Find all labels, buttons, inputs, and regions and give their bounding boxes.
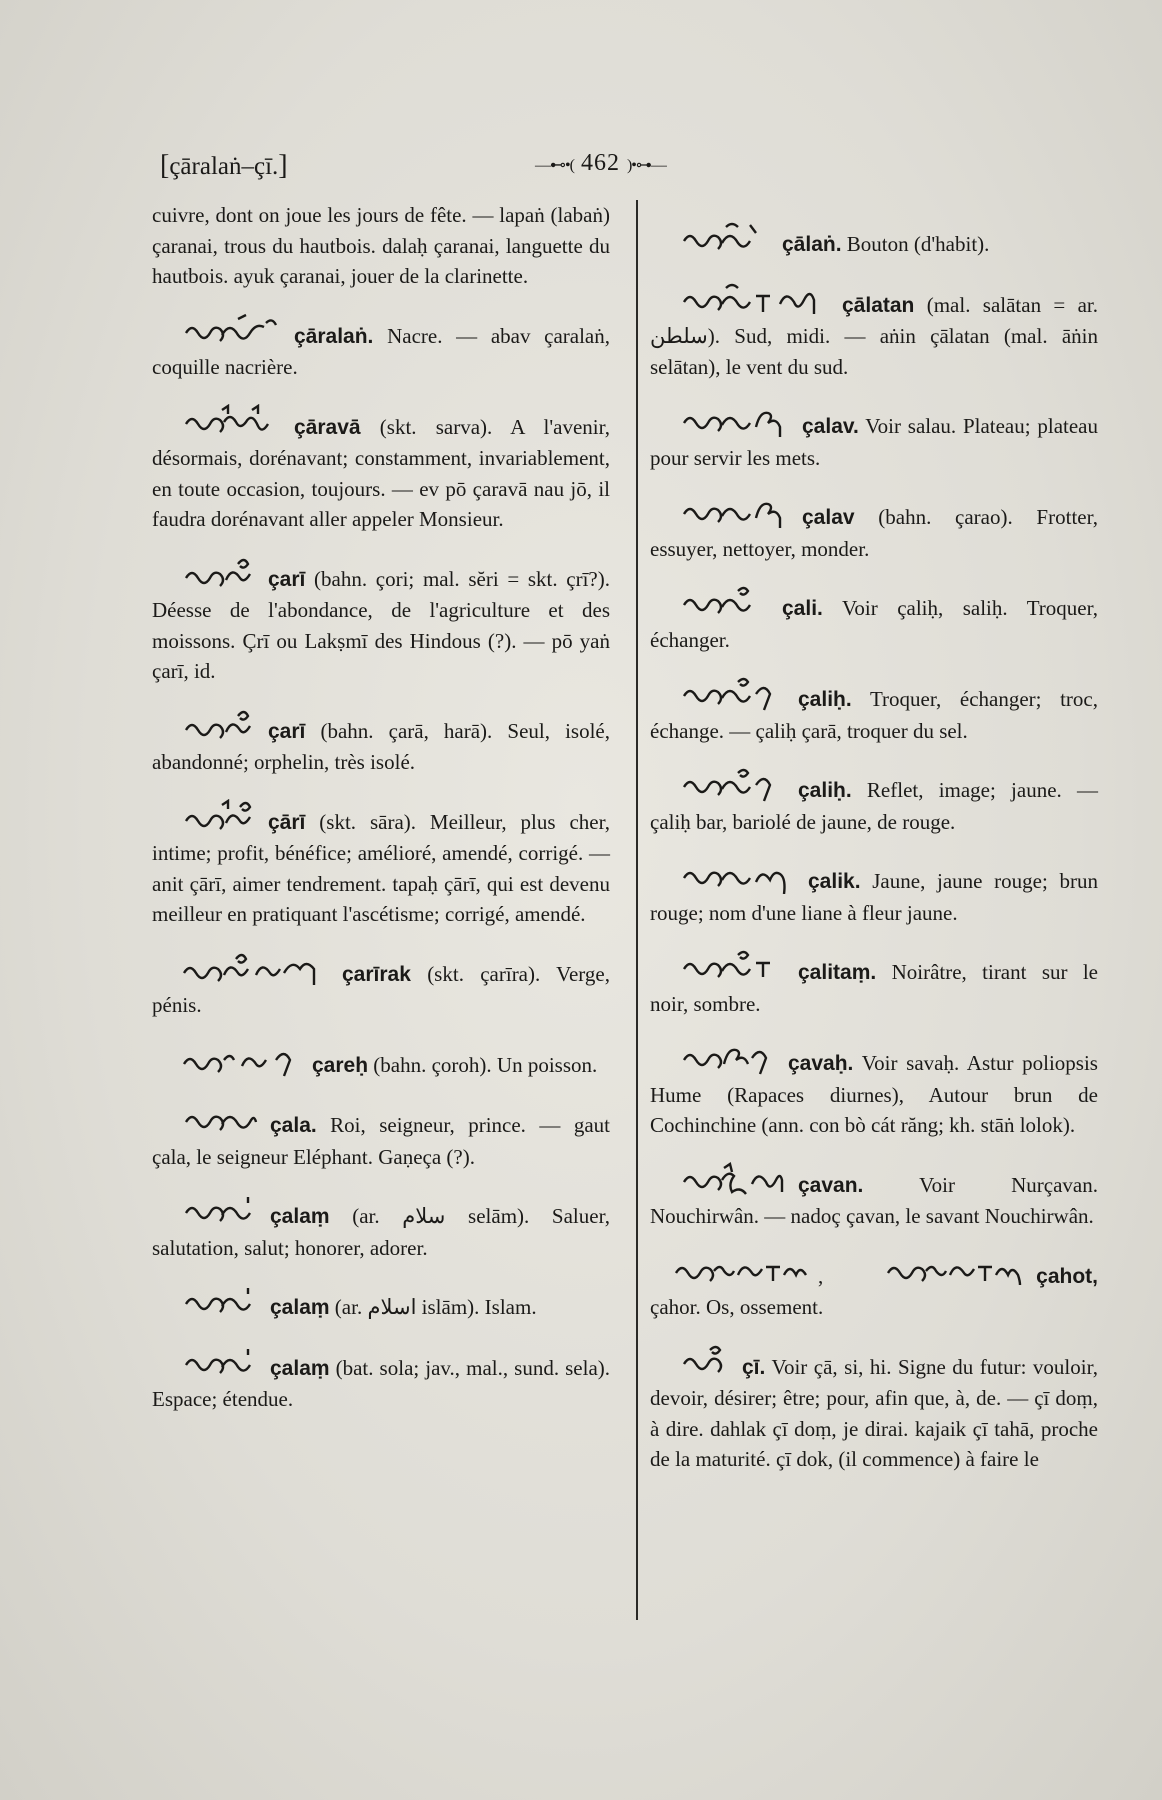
dictionary-entry xyxy=(152,799,610,930)
definition: Roi, seigneur, prince. — gaut çala, le seigneur Eléphant. Gaṇeça (?). xyxy=(152,1113,610,1169)
headword: çī. xyxy=(742,1355,766,1379)
headword: çārī xyxy=(268,810,306,834)
dictionary-entry xyxy=(152,313,610,383)
dictionary-entry xyxy=(650,949,1098,1019)
cham-script-glyph xyxy=(680,1162,786,1198)
dictionary-entry xyxy=(152,708,610,778)
cham-script-glyph xyxy=(680,494,790,530)
dictionary-entry xyxy=(650,767,1098,837)
cham-script-glyph xyxy=(680,767,786,803)
headword: çalaṃ xyxy=(270,1205,330,1228)
headword: çalaṃ xyxy=(270,1356,330,1380)
headword: çālaṅ. xyxy=(782,233,842,256)
page-number-block xyxy=(535,150,666,177)
ornament-left: —⊷•( xyxy=(535,157,574,174)
definition: çahor. Os, ossement. xyxy=(650,1295,824,1319)
headword: çarī xyxy=(268,719,306,743)
right-column xyxy=(650,200,1098,1491)
headword: çalav. xyxy=(802,415,859,438)
definition: (skt. sāra). Meilleur, plus cher, intime; profit, bénéfice; amélioré, amendé, corrigé. — anit çārī, aimer tendrement. tapaḥ çārī, qui est devenu meilleur en pratiquant l'ascétisme; corrigé, amendé. xyxy=(152,809,611,926)
dictionary-entry xyxy=(650,676,1098,746)
cham-script-glyph xyxy=(680,858,796,894)
definition: (ar. سلام selām). Saluer, salutation, salut; honorer, adorer. xyxy=(152,1204,610,1260)
definition: (skt. çarīra). Verge, pénis. xyxy=(152,961,610,1017)
cham-script-glyph xyxy=(680,403,790,439)
definition: (bahn. çori; mal. sĕri = skt. çrī?). Déesse de l'abondance, de l'agriculture et des moissons. Çrī ou Lakṣmī des Hindous (?). — pō yaṅ çarī, id. xyxy=(152,566,610,683)
cham-script-glyph xyxy=(182,799,256,835)
definition: Voir çaliḥ, saliḥ. Troquer, échanger. xyxy=(650,596,1098,652)
dictionary-entry xyxy=(152,1102,610,1172)
cham-script-glyph xyxy=(680,221,770,257)
dictionary-entry xyxy=(152,1345,610,1415)
definition: (bat. sola; jav., mal., sund. sela). Espace; étendue. xyxy=(152,1355,611,1411)
headword: çavan. xyxy=(798,1173,864,1197)
cham-script-glyph xyxy=(182,1345,258,1381)
definition: (skt. sarva). A l'avenir, désormais, dorénavant; constamment, invariablement, en toute occasion, toujours. — ev pō çaravā nau jō, il faudra dorénavant aller appeler Monsieur. xyxy=(152,414,611,531)
definition: Voir salau. Plateau; plateau pour servir les mets. xyxy=(650,414,1098,470)
dictionary-entry: , çahot, çahor. Os, ossement. xyxy=(650,1253,1098,1323)
dictionary-entry xyxy=(152,1193,610,1263)
definition: Voir savaḥ. Astur poliopsis Hume (Rapaces diurnes), Autour brun de Cochinchine (ann. con bò cát răng; kh. stāṅ lolok). xyxy=(650,1051,1098,1137)
definition: Bouton (d'habit). xyxy=(846,232,990,256)
headword: çalik. xyxy=(808,870,861,893)
definition: (mal. salātan = ar. سلطن). Sud, midi. — aṅin çālatan (mal. āṅin selātan), le vent du sud. xyxy=(650,292,1098,379)
definition: Voir çā, si, hi. Signe du futur: vouloir, devoir, désirer; être; pour, afin que, à, de. — çī doṃ, à dire. dahlak çī doṃ, je dirai. kajaik çī tahā, proche de la maturité. çī dok, (il commence) à faire le xyxy=(650,1354,1098,1471)
cham-script-glyph xyxy=(680,949,786,985)
page-number: 462 xyxy=(580,150,620,176)
definition: Noirâtre, tirant sur le noir, sombre. xyxy=(650,960,1098,1016)
cham-script-glyph xyxy=(680,1344,730,1380)
cham-script-glyph xyxy=(182,1102,258,1138)
column-rule xyxy=(636,200,638,1620)
definition: Nacre. — abav çaralaṅ, coquille nacrière. xyxy=(152,323,611,379)
cham-script-glyph xyxy=(182,556,256,592)
headword: çali. xyxy=(782,597,823,620)
dictionary-entry xyxy=(650,494,1098,564)
dictionary-entry xyxy=(152,1042,610,1082)
left-column xyxy=(152,200,610,1431)
cham-script-glyph xyxy=(884,1253,1024,1289)
headword: çalitaṃ. xyxy=(798,961,877,984)
headword: çālatan xyxy=(842,293,915,317)
definition: Reflet, image; jaune. — çaliḥ bar, bariolé de jaune, de rouge. xyxy=(650,778,1098,834)
dictionary-entry xyxy=(650,403,1098,473)
dictionary-entry xyxy=(650,585,1098,655)
dictionary-entry xyxy=(650,1040,1098,1141)
headword: çarī xyxy=(268,567,306,591)
dictionary-entry xyxy=(152,404,610,535)
headword: çāralaṅ. xyxy=(294,324,374,348)
cham-script-glyph xyxy=(182,1193,258,1229)
cham-script-glyph xyxy=(680,585,770,621)
headword: çalav xyxy=(802,506,855,529)
cham-script-glyph xyxy=(680,282,830,318)
page-header xyxy=(0,150,1162,190)
cham-script-glyph xyxy=(180,1042,300,1078)
headword: çāravā xyxy=(294,415,361,439)
ornament-right: )•⊶— xyxy=(626,157,666,174)
headword: çareḥ xyxy=(312,1053,369,1077)
definition: Troquer, échanger; troc, échange. — çaliḥ çarā, troquer du sel. xyxy=(650,687,1098,743)
cham-script-glyph xyxy=(182,404,282,440)
headword: çavaḥ. xyxy=(788,1052,854,1075)
definition: (bahn. çarā, harā). Seul, isolé, abandonné; orphelin, très isolé. xyxy=(152,718,610,774)
cham-script-glyph xyxy=(182,1284,258,1320)
definition: Voir Nurçavan. Nouchirwân. — nadoç çavan, le savant Nouchirwân. xyxy=(650,1172,1098,1228)
running-head: [çāralaṅ–çī.] xyxy=(160,150,288,181)
dictionary-entry xyxy=(650,282,1098,383)
dictionary-entry xyxy=(152,951,610,1021)
headword: çaliḥ. xyxy=(798,779,852,802)
definition: (ar. اسلام islām). Islam. xyxy=(334,1295,537,1319)
definition: (bahn. çoroh). Un poisson. xyxy=(373,1052,598,1077)
headword: çahot, xyxy=(1036,1264,1098,1288)
dictionary-entry xyxy=(152,1284,610,1324)
definition: Jaune, jaune rouge; brun rouge; nom d'une liane à fleur jaune. xyxy=(650,869,1099,925)
cham-script-glyph xyxy=(182,708,256,744)
headword: çala. xyxy=(270,1114,317,1137)
dictionary-entry xyxy=(650,858,1098,928)
continuation-text: cuivre, dont on joue les jours de fête. — lapaṅ (labaṅ) çaranai, trous du hautbois. dalaḥ çaranai, languette du hautbois. ayuk çaranai, jouer de la clarinette. xyxy=(152,203,610,288)
dictionary-entry xyxy=(650,1162,1098,1232)
running-head-text: çāralaṅ–çī. xyxy=(169,153,279,180)
headword: çaliḥ. xyxy=(798,688,852,711)
cham-script-glyph xyxy=(180,951,330,987)
cham-script-glyph xyxy=(680,676,786,712)
cham-script-glyph xyxy=(672,1253,812,1289)
cham-script-glyph xyxy=(182,313,282,349)
cham-script-glyph xyxy=(680,1040,776,1076)
dictionary-entry xyxy=(650,1344,1098,1475)
dictionary-entry xyxy=(650,221,1098,261)
headword: çalaṃ xyxy=(270,1296,330,1319)
headword: çarīrak xyxy=(342,962,411,986)
dictionary-entry xyxy=(152,556,610,687)
definition: (bahn. çarao). Frotter, essuyer, nettoyer, monder. xyxy=(650,505,1098,561)
